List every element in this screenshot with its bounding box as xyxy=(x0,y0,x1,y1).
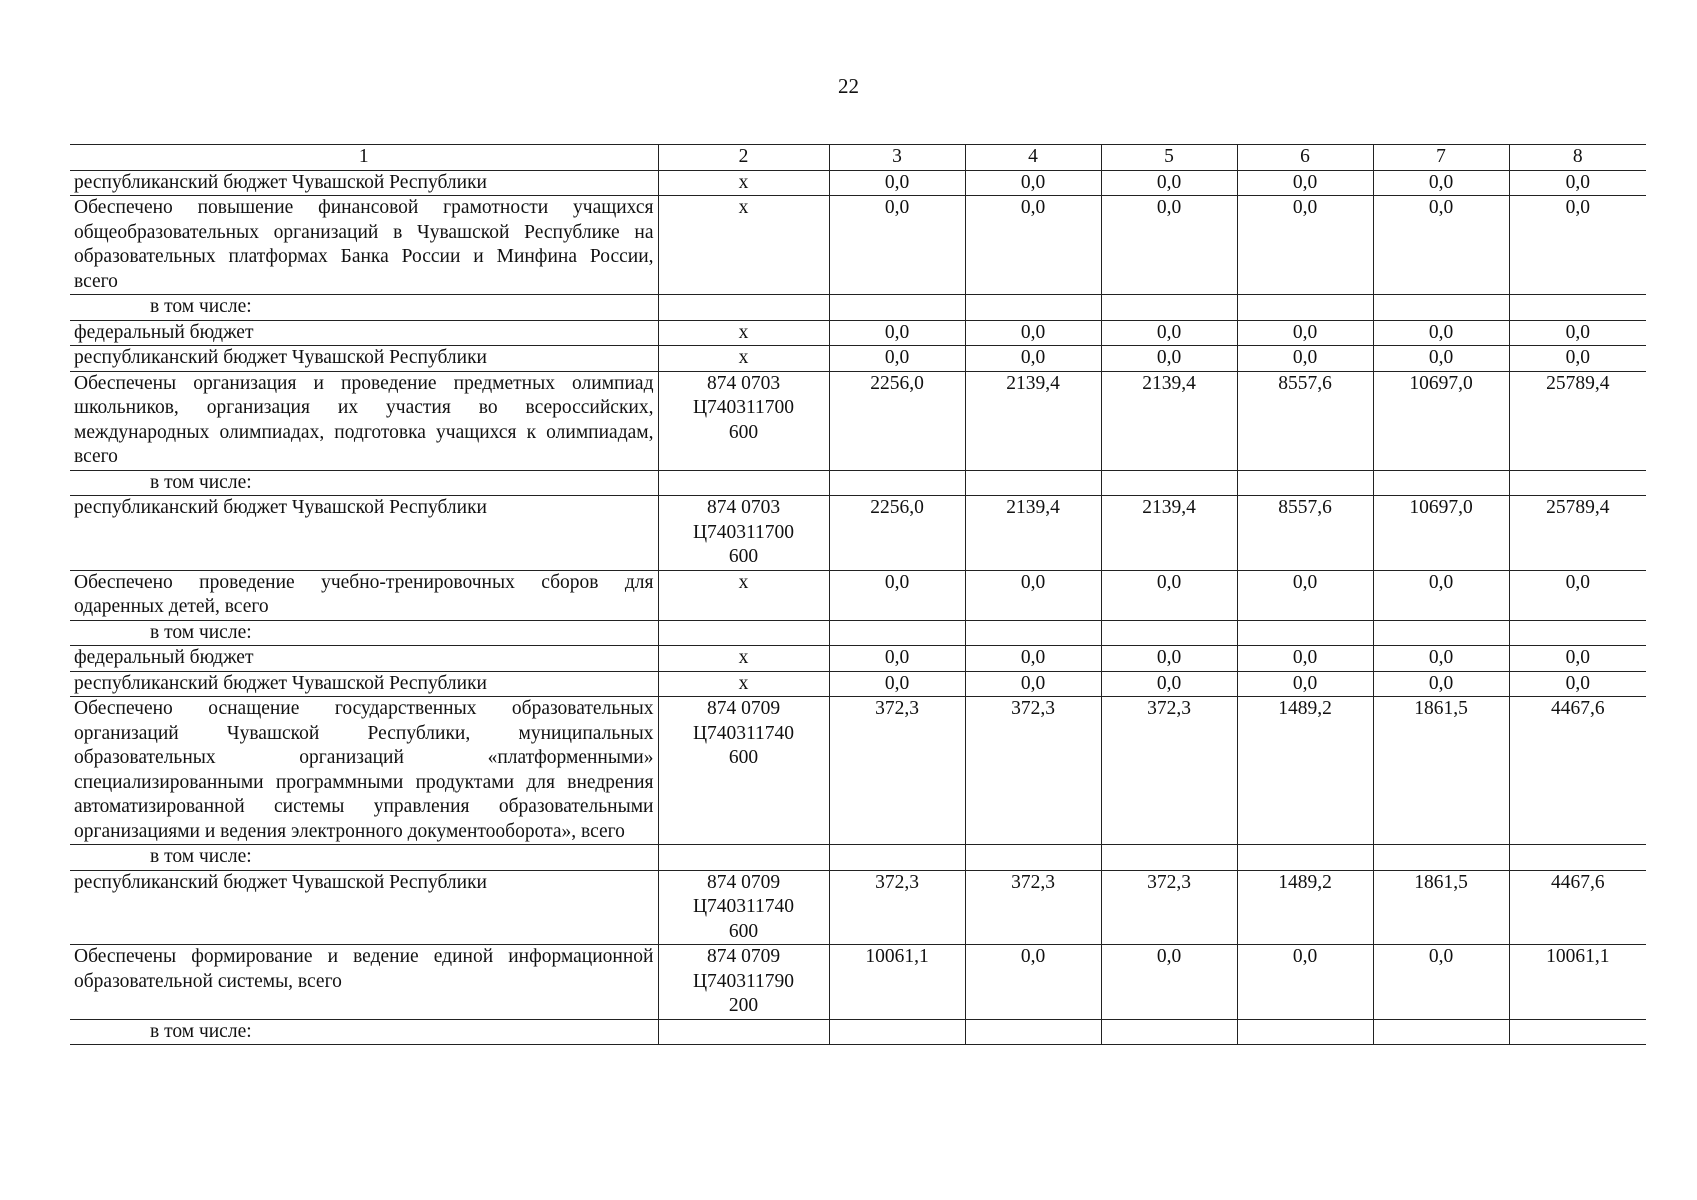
budget-code-cell xyxy=(658,320,829,346)
value-cell: 0,0 xyxy=(1509,671,1646,697)
row-name-cell: республиканский бюджет Чувашской Республики xyxy=(70,346,658,372)
budget-code-cell xyxy=(658,646,829,672)
value-cell xyxy=(1237,1019,1373,1045)
budget-code-cell xyxy=(658,697,829,845)
subheading-cell: в том числе: xyxy=(70,845,658,871)
value-cell: 0,0 xyxy=(1373,570,1509,620)
column-number-header: 8 xyxy=(1509,145,1646,171)
value-cell xyxy=(1237,470,1373,496)
value-cell: 0,0 xyxy=(1101,320,1237,346)
value-cell: 0,0 xyxy=(1509,320,1646,346)
row-name-cell: Обеспечено повышение финансовой грамотности учащихся общеобразовательных организаций в Чувашской Республике на образовательных платформах Банка России и Минфина России, всего xyxy=(70,196,658,295)
value-cell xyxy=(1237,845,1373,871)
budget-code-line: x xyxy=(738,171,749,193)
budget-code-line: Ц740311740 xyxy=(692,722,795,744)
budget-code-cell xyxy=(658,870,829,945)
budget-code-cell xyxy=(658,371,829,470)
value-cell: 0,0 xyxy=(965,671,1101,697)
value-cell: 8557,6 xyxy=(1237,496,1373,571)
value-cell: 0,0 xyxy=(1373,671,1509,697)
subheading-cell: в том числе: xyxy=(70,1019,658,1045)
value-cell xyxy=(1373,1019,1509,1045)
value-cell: 0,0 xyxy=(1237,346,1373,372)
row-name-cell: Обеспечено проведение учебно-тренировочных сборов для одаренных детей, всего xyxy=(70,570,658,620)
column-number-header: 3 xyxy=(829,145,965,171)
row-name-cell: Обеспечены формирование и ведение единой информационной образовательной системы, всего xyxy=(70,945,658,1020)
value-cell: 0,0 xyxy=(1373,320,1509,346)
value-cell xyxy=(965,620,1101,646)
budget-code-line: x xyxy=(738,347,749,368)
table-row xyxy=(70,1019,1646,1045)
row-name-cell: республиканский бюджет Чувашской Республики xyxy=(70,170,658,196)
row-name-cell: Обеспечены организация и проведение предметных олимпиад школьников, организация их участия во всероссийских, международных олимпиадах, подготовка учащихся к олимпиадам, всего xyxy=(70,371,658,470)
budget-code-line: x xyxy=(738,672,749,694)
budget-code-line: x xyxy=(738,321,749,343)
value-cell xyxy=(1101,470,1237,496)
subheading-cell: в том числе: xyxy=(70,470,658,496)
value-cell xyxy=(1373,295,1509,321)
value-cell: 0,0 xyxy=(1101,671,1237,697)
table-row xyxy=(70,320,1646,346)
value-cell: 0,0 xyxy=(1237,320,1373,346)
value-cell xyxy=(965,845,1101,871)
value-cell: 2256,0 xyxy=(829,496,965,571)
table-row xyxy=(70,870,1646,945)
value-cell: 0,0 xyxy=(1237,646,1373,672)
value-cell: 1861,5 xyxy=(1373,870,1509,945)
value-cell: 372,3 xyxy=(829,870,965,945)
value-cell: 0,0 xyxy=(965,570,1101,620)
row-name-cell: федеральный бюджет xyxy=(70,320,658,346)
budget-table-body xyxy=(70,145,1646,1045)
value-cell: 0,0 xyxy=(965,346,1101,372)
budget-code-line: 874 0709 xyxy=(706,698,781,719)
value-cell: 0,0 xyxy=(1237,945,1373,1020)
budget-code-line: 600 xyxy=(728,421,759,443)
value-cell: 0,0 xyxy=(1509,196,1646,295)
value-cell xyxy=(1373,845,1509,871)
table-row xyxy=(70,371,1646,470)
value-cell: 10061,1 xyxy=(1509,945,1646,1020)
table-row xyxy=(70,620,1646,646)
budget-table xyxy=(70,144,1646,1045)
value-cell: 0,0 xyxy=(965,170,1101,196)
budget-code-cell xyxy=(658,346,829,372)
budget-code-line: Ц740311700 xyxy=(692,397,795,418)
budget-code-line: 874 0709 xyxy=(706,871,781,893)
table-row xyxy=(70,570,1646,620)
budget-code-line: 874 0703 xyxy=(706,497,781,518)
value-cell: 0,0 xyxy=(829,320,965,346)
column-number-header: 1 xyxy=(70,145,658,171)
value-cell: 372,3 xyxy=(1101,870,1237,945)
budget-code-line: 874 0709 xyxy=(706,946,781,967)
value-cell: 0,0 xyxy=(1373,945,1509,1020)
value-cell: 1861,5 xyxy=(1373,697,1509,845)
value-cell: 372,3 xyxy=(965,870,1101,945)
value-cell xyxy=(1237,295,1373,321)
budget-code-cell xyxy=(658,496,829,571)
value-cell xyxy=(829,295,965,321)
value-cell: 1489,2 xyxy=(1237,697,1373,845)
value-cell xyxy=(1101,295,1237,321)
value-cell xyxy=(1509,620,1646,646)
value-cell: 372,3 xyxy=(965,697,1101,845)
budget-code-cell xyxy=(658,945,829,1020)
value-cell: 0,0 xyxy=(1101,570,1237,620)
value-cell: 10697,0 xyxy=(1373,371,1509,470)
value-cell: 2139,4 xyxy=(965,496,1101,571)
value-cell xyxy=(1509,470,1646,496)
value-cell: 372,3 xyxy=(829,697,965,845)
column-number-header: 5 xyxy=(1101,145,1237,171)
value-cell: 0,0 xyxy=(1237,196,1373,295)
table-row xyxy=(70,671,1646,697)
value-cell xyxy=(829,620,965,646)
value-cell: 10697,0 xyxy=(1373,496,1509,571)
value-cell: 4467,6 xyxy=(1509,870,1646,945)
value-cell xyxy=(965,470,1101,496)
value-cell xyxy=(1101,620,1237,646)
subheading-cell: в том числе: xyxy=(70,295,658,321)
budget-code-cell xyxy=(658,295,829,321)
table-row xyxy=(70,295,1646,321)
value-cell xyxy=(1373,620,1509,646)
column-number-header: 2 xyxy=(658,145,829,171)
row-name-cell: Обеспечено оснащение государственных образовательных организаций Чувашской Республики, муниципальных образовательных организаций «платформенными» специализированными программными продуктами для внедрения автоматизированной системы управления образовательными организациями и ведения электронного документооборота», всего xyxy=(70,697,658,845)
value-cell: 8557,6 xyxy=(1237,371,1373,470)
budget-code-line: x xyxy=(738,571,749,593)
value-cell: 0,0 xyxy=(965,196,1101,295)
value-cell: 0,0 xyxy=(1237,570,1373,620)
value-cell: 0,0 xyxy=(1509,570,1646,620)
budget-code-line: Ц740311700 xyxy=(692,521,795,543)
budget-code-cell xyxy=(658,845,829,871)
value-cell xyxy=(965,295,1101,321)
value-cell xyxy=(1101,1019,1237,1045)
budget-code-line: 200 xyxy=(728,995,759,1016)
value-cell xyxy=(965,1019,1101,1045)
row-name-cell: республиканский бюджет Чувашской Республики xyxy=(70,496,658,571)
value-cell xyxy=(1373,470,1509,496)
value-cell: 372,3 xyxy=(1101,697,1237,845)
value-cell: 0,0 xyxy=(1101,170,1237,196)
value-cell xyxy=(1101,845,1237,871)
budget-code-cell xyxy=(658,170,829,196)
budget-code-cell xyxy=(658,196,829,295)
value-cell xyxy=(1237,620,1373,646)
budget-code-line: 600 xyxy=(728,920,759,942)
table-row xyxy=(70,170,1646,196)
table-row xyxy=(70,496,1646,571)
budget-code-line: Ц740311790 xyxy=(692,970,795,992)
value-cell xyxy=(829,1019,965,1045)
table-row xyxy=(70,945,1646,1020)
value-cell: 0,0 xyxy=(829,570,965,620)
value-cell xyxy=(1509,295,1646,321)
value-cell: 0,0 xyxy=(1237,170,1373,196)
budget-code-cell xyxy=(658,470,829,496)
budget-code-cell xyxy=(658,570,829,620)
value-cell: 25789,4 xyxy=(1509,371,1646,470)
value-cell: 0,0 xyxy=(965,646,1101,672)
value-cell: 10061,1 xyxy=(829,945,965,1020)
value-cell: 0,0 xyxy=(1373,170,1509,196)
row-name-cell: республиканский бюджет Чувашской Республики xyxy=(70,671,658,697)
value-cell: 2139,4 xyxy=(1101,496,1237,571)
value-cell: 0,0 xyxy=(829,196,965,295)
value-cell: 0,0 xyxy=(1509,646,1646,672)
page-number: 22 xyxy=(838,74,859,98)
row-name-cell: федеральный бюджет xyxy=(70,646,658,672)
value-cell: 0,0 xyxy=(1509,346,1646,372)
value-cell: 0,0 xyxy=(965,320,1101,346)
column-number-header: 4 xyxy=(965,145,1101,171)
column-number-header: 6 xyxy=(1237,145,1373,171)
value-cell: 0,0 xyxy=(1101,346,1237,372)
value-cell xyxy=(829,470,965,496)
row-name-cell: республиканский бюджет Чувашской Республики xyxy=(70,870,658,945)
table-row xyxy=(70,470,1646,496)
value-cell: 0,0 xyxy=(1237,671,1373,697)
value-cell: 0,0 xyxy=(1373,646,1509,672)
budget-code-cell xyxy=(658,671,829,697)
table-row xyxy=(70,697,1646,845)
subheading-cell: в том числе: xyxy=(70,620,658,646)
value-cell xyxy=(1509,845,1646,871)
value-cell: 0,0 xyxy=(965,945,1101,1020)
budget-code-line: 600 xyxy=(728,546,759,567)
value-cell: 0,0 xyxy=(1509,170,1646,196)
table-row xyxy=(70,646,1646,672)
budget-code-line: x xyxy=(738,647,749,668)
value-cell: 0,0 xyxy=(1373,196,1509,295)
value-cell: 0,0 xyxy=(1101,945,1237,1020)
value-cell: 0,0 xyxy=(829,170,965,196)
value-cell xyxy=(829,845,965,871)
value-cell: 0,0 xyxy=(829,346,965,372)
value-cell: 25789,4 xyxy=(1509,496,1646,571)
value-cell: 0,0 xyxy=(1101,646,1237,672)
value-cell: 2256,0 xyxy=(829,371,965,470)
value-cell xyxy=(1509,1019,1646,1045)
value-cell: 2139,4 xyxy=(1101,371,1237,470)
value-cell: 1489,2 xyxy=(1237,870,1373,945)
table-row xyxy=(70,845,1646,871)
value-cell: 0,0 xyxy=(1101,196,1237,295)
header-row xyxy=(70,145,1646,171)
value-cell: 0,0 xyxy=(829,646,965,672)
budget-code-line: 600 xyxy=(728,747,759,768)
table-row xyxy=(70,346,1646,372)
budget-code-line: Ц740311740 xyxy=(692,896,795,917)
value-cell: 2139,4 xyxy=(965,371,1101,470)
budget-code-cell xyxy=(658,1019,829,1045)
budget-code-cell xyxy=(658,620,829,646)
value-cell: 0,0 xyxy=(829,671,965,697)
value-cell: 4467,6 xyxy=(1509,697,1646,845)
budget-code-line: 874 0703 xyxy=(706,372,781,394)
table-row xyxy=(70,196,1646,295)
value-cell: 0,0 xyxy=(1373,346,1509,372)
budget-code-line: x xyxy=(738,197,749,218)
column-number-header: 7 xyxy=(1373,145,1509,171)
